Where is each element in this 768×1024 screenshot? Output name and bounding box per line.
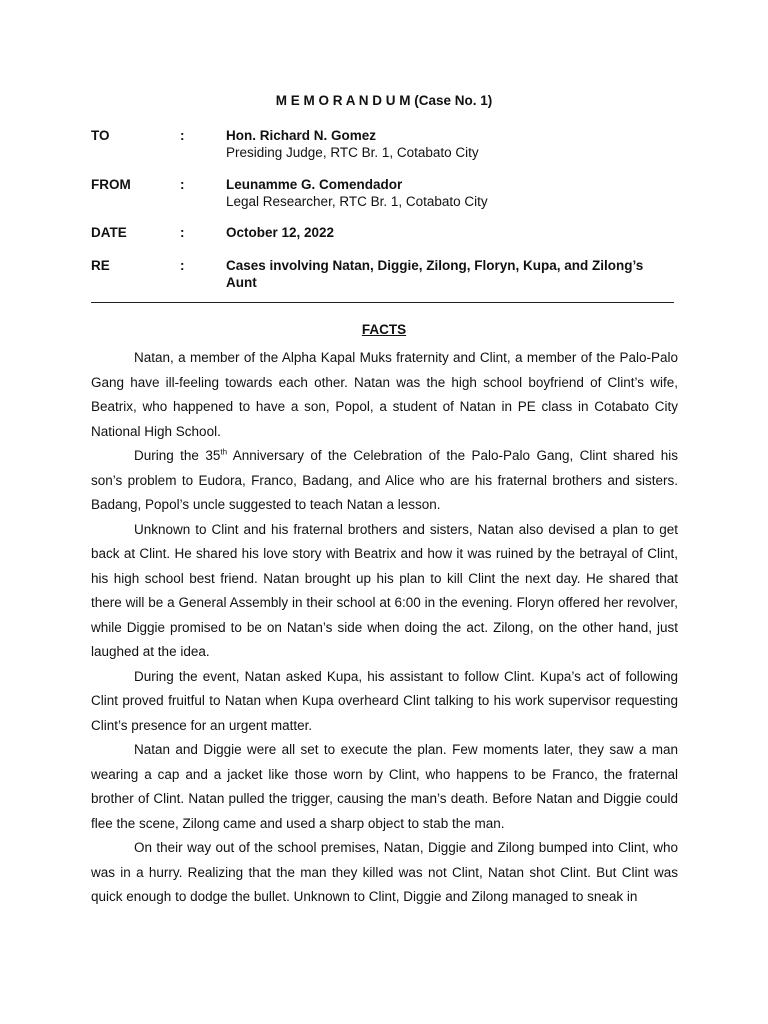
re-line1: Cases involving Natan, Diggie, Zilong, Floryn, Kupa, and Zilong’s	[226, 258, 644, 273]
header-divider	[91, 302, 674, 303]
ordinal-suffix: th	[220, 447, 228, 457]
to-value	[226, 127, 666, 161]
date-text: October 12, 2022	[226, 225, 335, 240]
facts-paragraph-5: Natan and Diggie were all set to execute the plan. Few moments later, they saw a man wearing a cap and a jacket like those worn by Clint, who happens to be Franco, the fraternal brother of Clint. Natan pulled the trigger, causing the man’s death. Before Natan and Diggie could flee the scene, Zilong came and used a sharp object to stab the man.	[91, 742, 678, 831]
date-label: DATE	[91, 225, 127, 240]
from-name: Leunamme G. Comendador	[226, 177, 403, 192]
to-colon: :	[180, 128, 185, 143]
facts-paragraph-6: On their way out of the school premises, Natan, Diggie and Zilong bumped into Clint, who was in a hurry. Realizing that the man they killed was not Clint, Natan shot Clint. But Clint was quick enough to dodge the bullet. Unknown to Clint, Diggie and Zilong managed to sneak in	[91, 840, 678, 904]
facts-paragraph-1: Natan, a member of the Alpha Kapal Muks fraternity and Clint, a member of the Palo-Palo Gang have ill-feeling towards each other. Natan was the high school boyfriend of Clint’s wife, Beatrix, who happened to have a son, Popol, a student of Natan in PE class in Cotabato City National High School.	[91, 350, 678, 439]
facts-body	[91, 346, 678, 910]
memo-title: M E M O R A N D U M (Case No. 1)	[275, 93, 493, 108]
to-name: Hon. Richard N. Gomez	[226, 128, 377, 143]
p2-text-start: During the 35	[134, 448, 221, 463]
re-line2: Aunt	[226, 275, 257, 290]
facts-paragraph-4: During the event, Natan asked Kupa, his assistant to follow Clint. Kupa’s act of following Clint proved fruitful to Natan when Kupa overheard Clint talking to his work supervisor requesting Clint’s presence for an urgent matter.	[91, 668, 678, 733]
from-label: FROM	[91, 177, 131, 192]
date-value	[226, 224, 666, 241]
facts-paragraph-2	[91, 444, 678, 518]
re-colon: :	[180, 258, 185, 273]
date-colon: :	[180, 225, 185, 240]
re-value	[226, 257, 666, 291]
to-label: TO	[91, 128, 110, 143]
from-colon: :	[180, 177, 185, 192]
from-position: Legal Researcher, RTC Br. 1, Cotabato City	[226, 194, 488, 209]
p2-text-end: Anniversary of the Celebration of the Palo-Palo Gang, Clint shared his son’s problem to Eudora, Franco, Badang, and Alice who are his fraternal brothers and sisters. Badang, Popol’s uncle suggested to teach Natan a lesson.	[91, 448, 678, 512]
re-label: RE	[91, 258, 110, 273]
to-position: Presiding Judge, RTC Br. 1, Cotabato City	[226, 145, 479, 160]
facts-paragraph-3: Unknown to Clint and his fraternal brothers and sisters, Natan also devised a plan to get back at Clint. He shared his love story with Beatrix and how it was ruined by the betrayal of Clint, his high school best friend. Natan brought up his plan to kill Clint the next day. He shared that there will be a General Assembly in their school at 6:00 in the evening. Floryn offered her revolver, while Diggie promised to be on Natan’s side when doing the act. Zilong, on the other hand, just laughed at the idea.	[91, 521, 678, 659]
from-value	[226, 176, 666, 210]
facts-heading: FACTS	[361, 322, 407, 337]
